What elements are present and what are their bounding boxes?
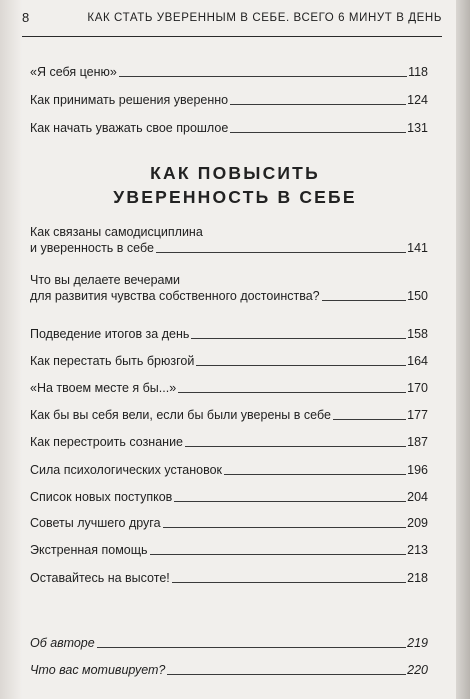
- toc-entry: [30, 462, 428, 478]
- toc-entry-page: 209: [407, 516, 428, 530]
- toc-entry-title: Как бы вы себя вели, если бы были уверены в себе: [30, 408, 331, 422]
- running-title: КАК СТАТЬ УВЕРЕННЫМ В СЕБЕ. ВСЕГО 6 МИНУТ В ДЕНЬ: [87, 12, 442, 24]
- page-gutter-shadow: [0, 0, 22, 699]
- toc-entry: [30, 570, 428, 586]
- toc-entry-title: «На твоем месте я бы...»: [30, 381, 177, 395]
- leader-line: [156, 251, 406, 253]
- toc-entry-title: Что вас мотивирует?: [30, 663, 166, 677]
- leader-line: [178, 391, 406, 393]
- toc-entry-title: для развития чувства собственного достоинства?: [30, 289, 320, 303]
- toc-entry-page: 218: [407, 571, 428, 585]
- toc-entry: [30, 326, 428, 342]
- leader-line: [230, 131, 406, 133]
- running-header: [22, 10, 442, 37]
- toc-entry-title: Оставайтесь на высоте!: [30, 571, 170, 585]
- toc-entry-title: Как начать уважать свое прошлое: [30, 121, 229, 135]
- toc-entry: [30, 407, 428, 423]
- toc-entry-title: Список новых поступков: [30, 490, 173, 504]
- leader-line: [167, 673, 406, 675]
- toc-entry-page: 124: [407, 93, 428, 107]
- toc-entry: [30, 662, 428, 678]
- toc-entry: [30, 515, 428, 531]
- toc-entry: [30, 224, 428, 256]
- toc-entry: [30, 635, 428, 651]
- toc-entry-title: Как перестроить сознание: [30, 435, 183, 449]
- toc-entry-page: 220: [407, 663, 428, 677]
- leader-line: [185, 445, 406, 447]
- toc-entry-page: 150: [407, 289, 428, 303]
- toc-entry-title: «Я себя ценю»: [30, 65, 117, 79]
- toc-entry: [30, 353, 428, 369]
- leader-line: [119, 75, 407, 77]
- leader-line: [230, 103, 406, 105]
- section-title-line2: УВЕРЕННОСТЬ В СЕБЕ: [113, 187, 357, 207]
- toc-entry-title: Советы лучшего друга: [30, 516, 161, 530]
- leader-line: [150, 553, 407, 555]
- toc-entry-page: 131: [407, 121, 428, 135]
- toc-entry-title: Экстренная помощь: [30, 543, 148, 557]
- leader-line: [191, 337, 406, 339]
- toc-entry: [30, 542, 428, 558]
- toc-entry: [30, 272, 428, 304]
- leader-line: [322, 299, 407, 301]
- page-number: 8: [22, 10, 30, 25]
- toc-entry-page: 118: [408, 65, 428, 79]
- page-edge-shadow: [456, 0, 470, 699]
- toc-entry: [30, 380, 428, 396]
- toc-entry-title-line1: Как связаны самодисциплина: [30, 225, 203, 239]
- toc-entry-page: 213: [407, 543, 428, 557]
- toc-entry-page: 170: [407, 381, 428, 395]
- toc-entry-title: Сила психологических установок: [30, 463, 223, 477]
- toc-entry-title: Об авторе: [30, 636, 95, 650]
- toc-entry: [30, 64, 428, 80]
- toc-entry-title: Как принимать решения уверенно: [30, 93, 229, 107]
- leader-line: [224, 473, 406, 475]
- leader-line: [196, 364, 406, 366]
- leader-line: [172, 581, 406, 583]
- toc-entry-page: 177: [407, 408, 428, 422]
- toc-entry-title: Как перестать быть брюзгой: [30, 354, 195, 368]
- toc-entry-title: и уверенность в себе: [30, 241, 154, 255]
- section-title-line1: КАК ПОВЫСИТЬ: [150, 163, 320, 183]
- toc-entry-page: 219: [407, 636, 428, 650]
- toc-entry: [30, 120, 428, 136]
- toc-entry: [30, 434, 428, 450]
- leader-line: [174, 500, 406, 502]
- toc-entry-page: 158: [407, 327, 428, 341]
- toc-entry-page: 164: [407, 354, 428, 368]
- leader-line: [333, 418, 406, 420]
- leader-line: [97, 646, 406, 648]
- toc-entry-page: 204: [407, 490, 428, 504]
- leader-line: [163, 526, 407, 528]
- toc-entry: [30, 489, 428, 505]
- toc-entry-page: 141: [407, 241, 428, 255]
- toc-entry-title-line1: Что вы делаете вечерами: [30, 273, 181, 287]
- toc-entry: [30, 92, 428, 108]
- toc-entry-page: 196: [407, 463, 428, 477]
- toc-entry-title: Подведение итогов за день: [30, 327, 190, 341]
- toc-entry-page: 187: [407, 435, 428, 449]
